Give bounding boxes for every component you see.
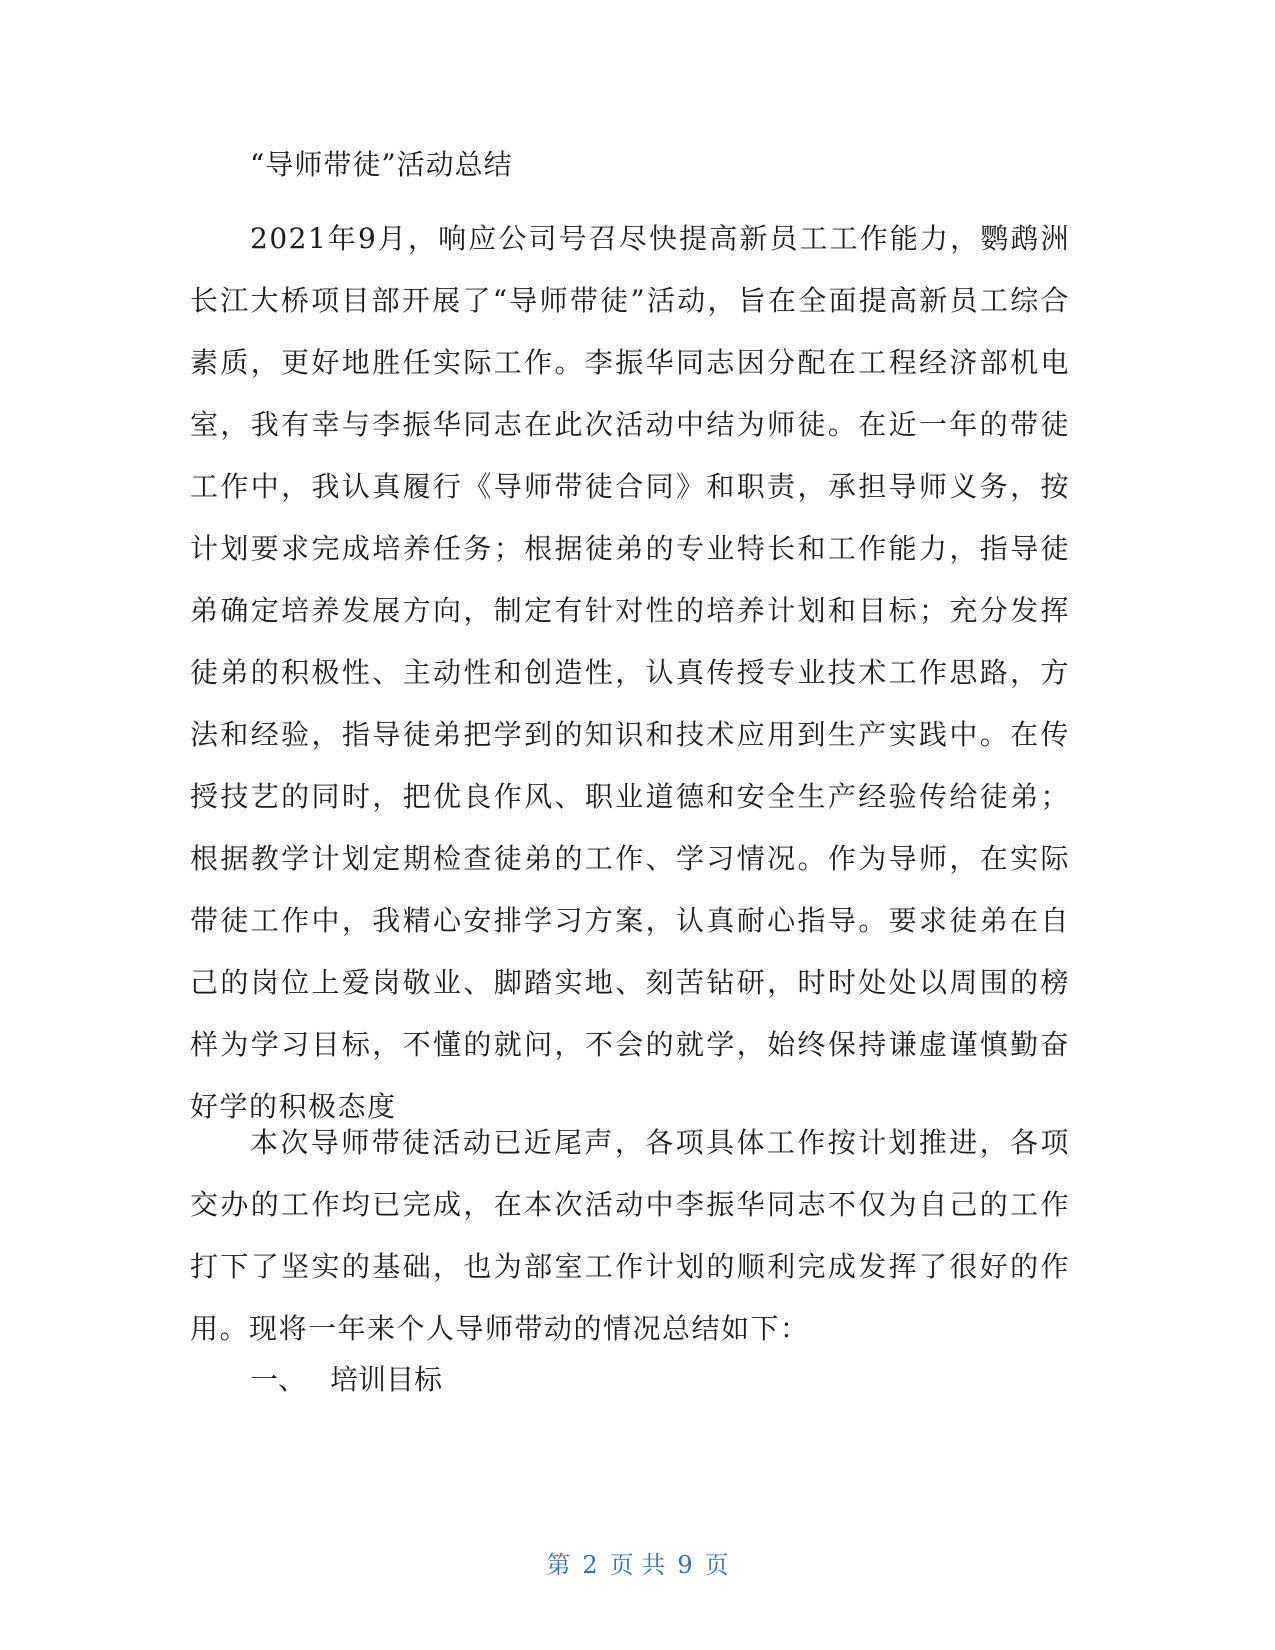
footer-current-page: 2 [582,1551,598,1579]
paragraph-1: 2021年9月，响应公司号召尽快提高新员工工作能力，鹦鹉洲长江大桥项目部开展了“导师带徒”活动，旨在全面提高新员工综合素质，更好地胜任实际工作。李振华同志因分配在工程经济部机电室，我有幸与李振华同志在此次活动中结为师徒。在近一年的带徒工作中，我认真履行《导师带徒合同》和职责，承担导师义务，按计划要求完成培养任务；根据徒弟的专业特长和工作能力，指导徒弟确定培养发展方向，制定有针对性的培养计划和目标；充分发挥徒弟的积极性、主动性和创造性，认真传授专业技术工作思路，方法和经验，指导徒弟把学到的知识和技术应用到生产实践中。在传授技艺的同时，把优良作风、职业道德和安全生产经验传给徒弟；根据教学计划定期检查徒弟的工作、学习情况。作为导师，在实际带徒工作中，我精心安排学习方案，认真耐心指导。要求徒弟在自己的岗位上爱岗敬业、脚踏实地、刻苦钻研，时时处处以周围的榜样为学习目标，不懂的就问，不会的就学，始终保持谦虚谨慎勤奋好学的积极态度 [190,222,1070,1123]
paragraph-2: 本次导师带徒活动已近尾声，各项具体工作按计划推进，各项交办的工作均已完成，在本次活动中李振华同志不仅为自己的工作打下了坚实的基础，也为部室工作计划的顺利完成发挥了很好的作用。现将一年来个人导师带动的情况总结如下： [190,1126,1070,1345]
footer-middle: 页 共 [609,1551,666,1579]
footer-total-pages: 9 [677,1551,693,1579]
section-title: 培训目标 [330,1363,443,1396]
section-number: 一、 [250,1363,307,1396]
document-title: “导师带徒”活动总结 [250,148,513,181]
footer-suffix: 页 [704,1551,729,1579]
footer-prefix: 第 [546,1551,571,1579]
section-heading [250,1360,442,1400]
page-footer [0,1545,1275,1580]
